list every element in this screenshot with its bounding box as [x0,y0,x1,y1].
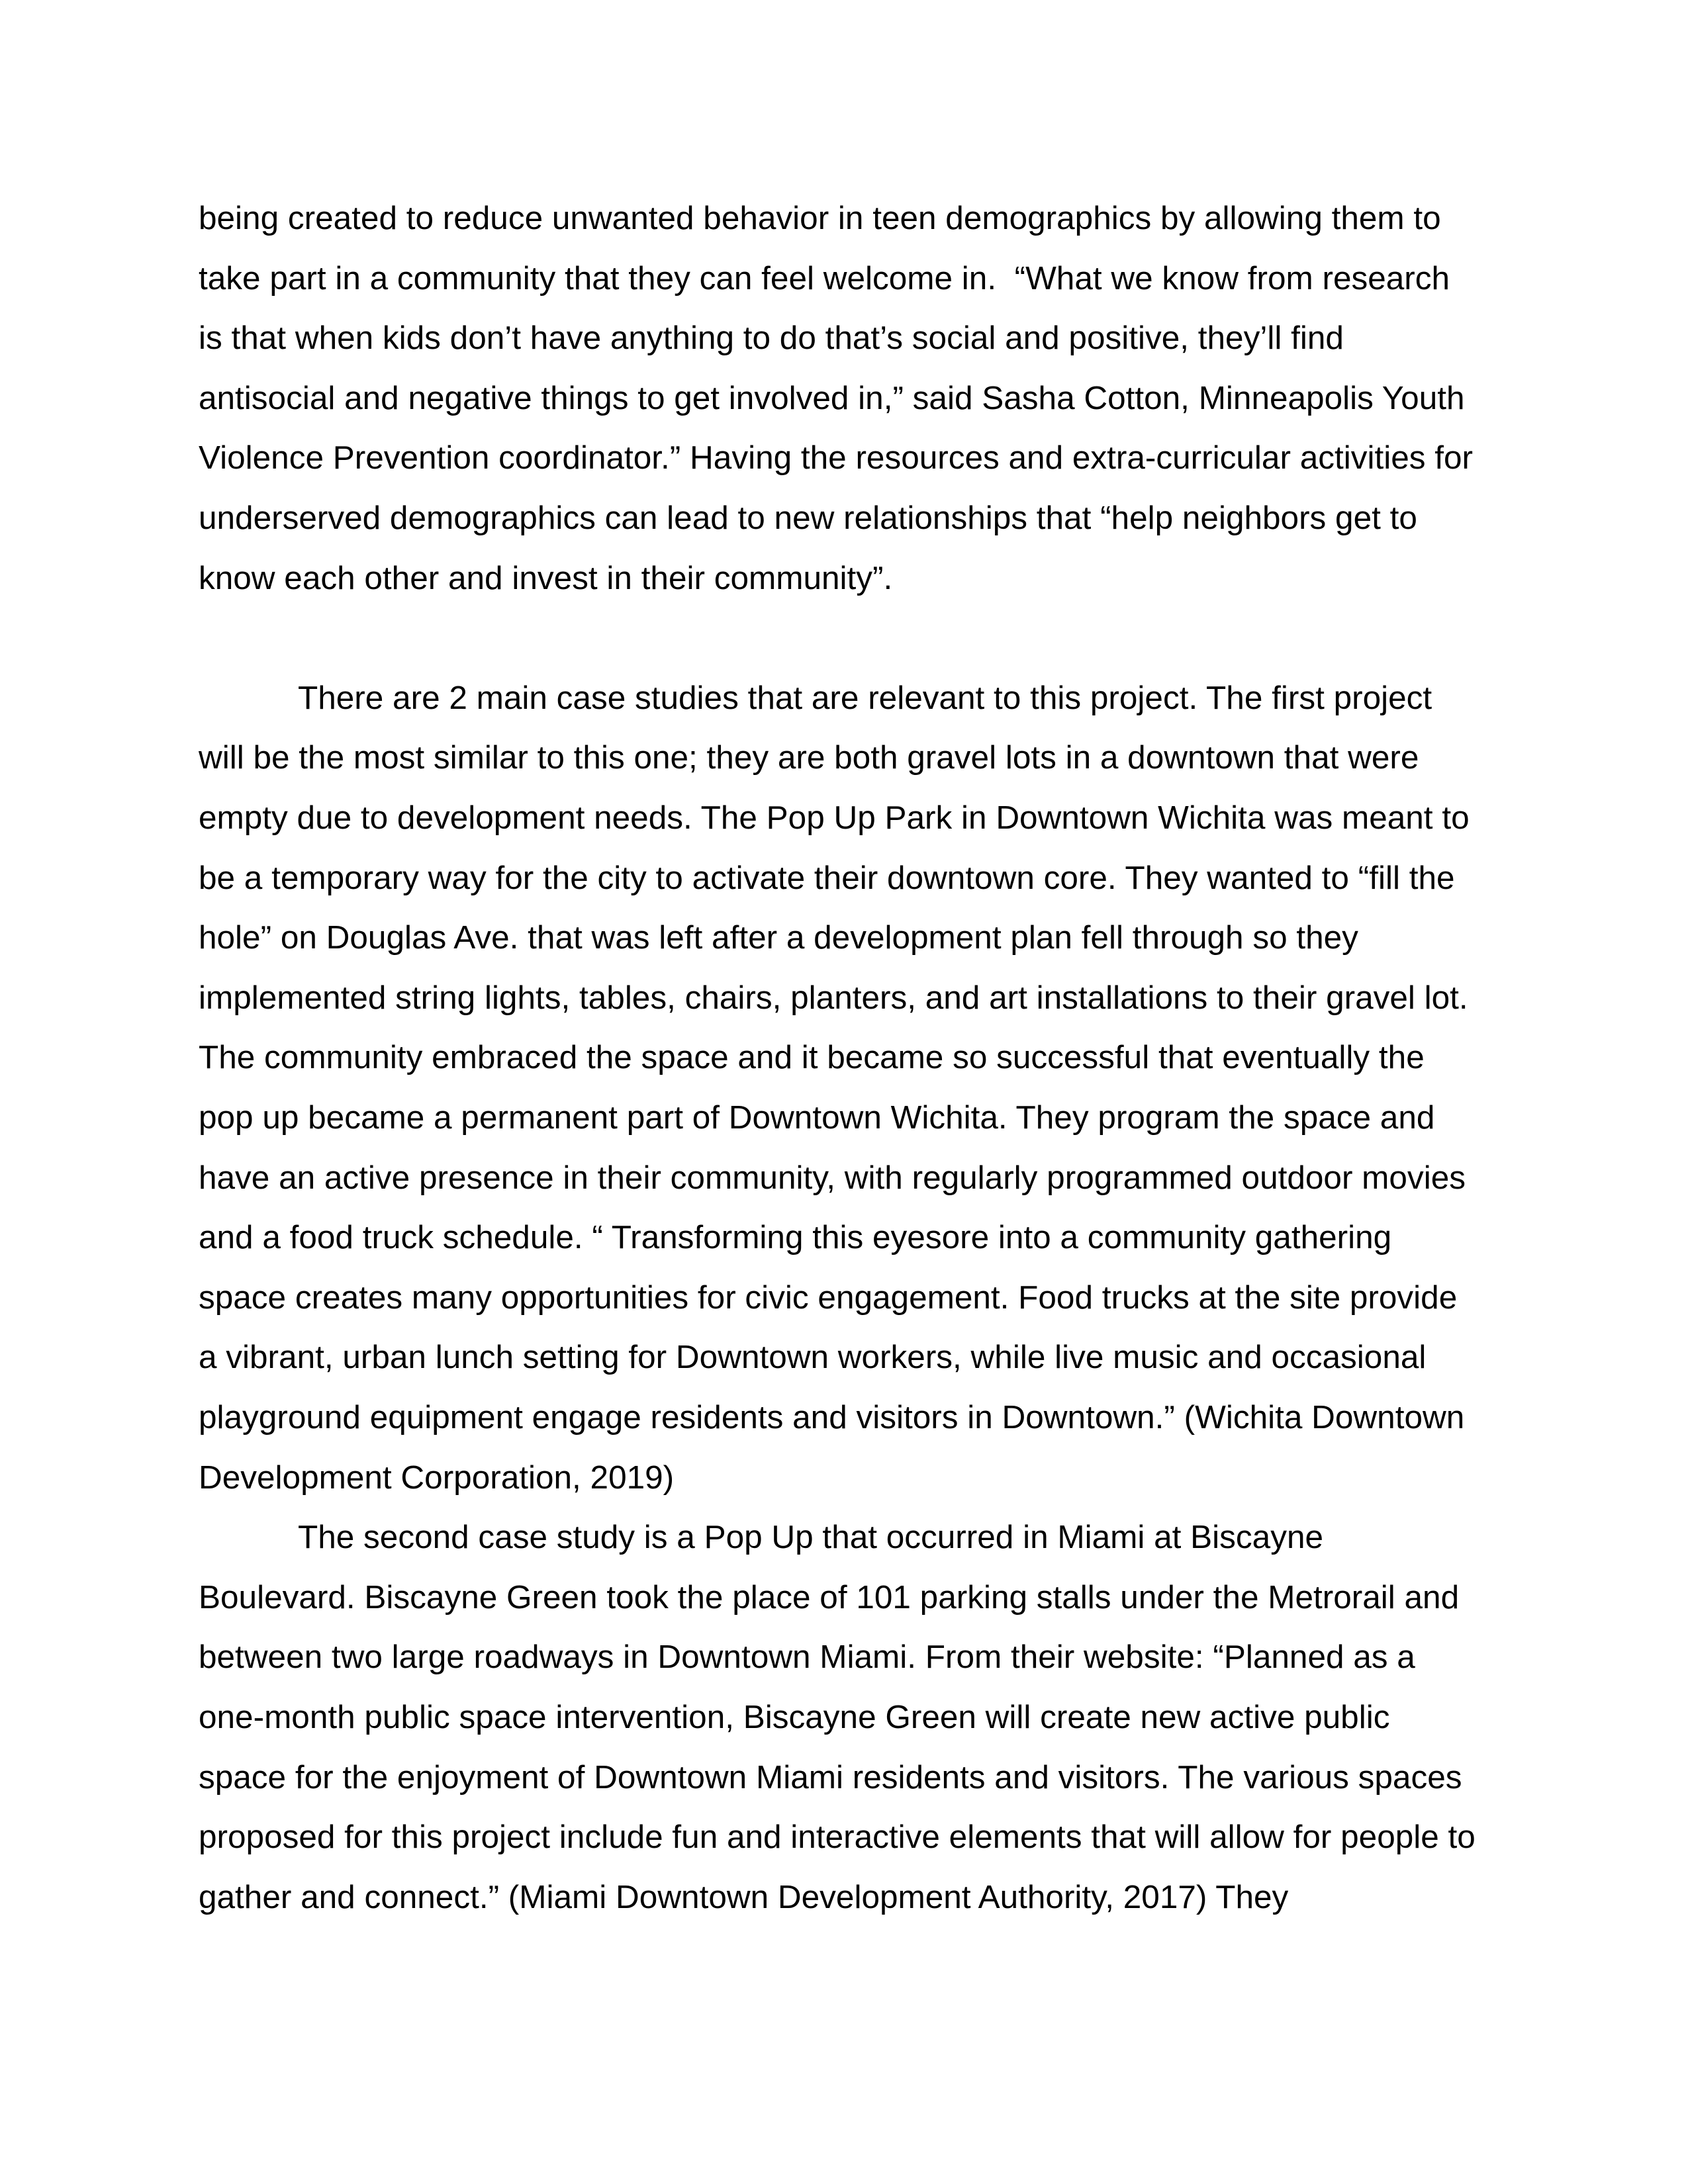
text-line: being created to reduce unwanted behavior in teen demographics by allowing them to [199,200,1441,236]
text-line: gather and connect.” (Miami Downtown Development Authority, 2017) They [199,1878,1289,1915]
text-line: know each other and invest in their community”. [199,559,893,596]
text-line: a vibrant, urban lunch setting for Downtown workers, while live music and occasional [199,1339,1427,1376]
text-line: take part in a community that they can feel welcome in. “What we know from research [199,259,1450,296]
text-line: empty due to development needs. The Pop Up Park in Downtown Wichita was meant to [199,799,1470,836]
text-line: implemented string lights, tables, chairs, planters, and art installations to their gravel lot. [199,979,1468,1016]
text-line: between two large roadways in Downtown Miami. From their website: “Planned as a [199,1639,1415,1676]
text-line: Boulevard. Biscayne Green took the place of 101 parking stalls under the Metrorail and [199,1578,1460,1615]
text-line: Violence Prevention coordinator.” Having the resources and extra-curricular activities for [199,439,1474,477]
text-line: be a temporary way for the city to activate their downtown core. They wanted to “fill the [199,859,1455,896]
text-line: The community embraced the space and it became so successful that eventually the [199,1039,1425,1076]
text-line: space creates many opportunities for civic engagement. Food trucks at the site provide [199,1279,1458,1316]
text-line: will be the most similar to this one; they are both gravel lots in a downtown that were [199,739,1419,776]
text-line: hole” on Douglas Ave. that was left after a development plan fell through so they [199,919,1358,956]
text-line: is that when kids don’t have anything to do that’s social and positive, they’ll find [199,320,1344,357]
text-line: There are 2 main case studies that are relevant to this project. The first project [298,679,1432,716]
text-line: The second case study is a Pop Up that occurred in Miami at Biscayne [298,1519,1324,1556]
text-line: underserved demographics can lead to new relationships that “help neighbors get to [199,500,1417,536]
text-line: Development Corporation, 2019) [199,1459,675,1496]
text-line: proposed for this project include fun and interactive elements that will allow for people to [199,1819,1476,1856]
text-line: have an active presence in their community, with regularly programmed outdoor movies [199,1159,1466,1196]
text-line: one-month public space intervention, Biscayne Green will create new active public [199,1699,1390,1735]
text-line: antisocial and negative things to get involved in,” said Sasha Cotton, Minneapolis Youth [199,379,1465,416]
text-line: space for the enjoyment of Downtown Miami residents and visitors. The various spaces [199,1758,1462,1796]
text-line: and a food truck schedule. “ Transforming this eyesore into a community gathering [199,1219,1392,1256]
text-line: playground equipment engage residents and visitors in Downtown.” (Wichita Downtown [199,1399,1465,1435]
text-line: pop up became a permanent part of Downtown Wichita. They program the space and [199,1099,1435,1136]
